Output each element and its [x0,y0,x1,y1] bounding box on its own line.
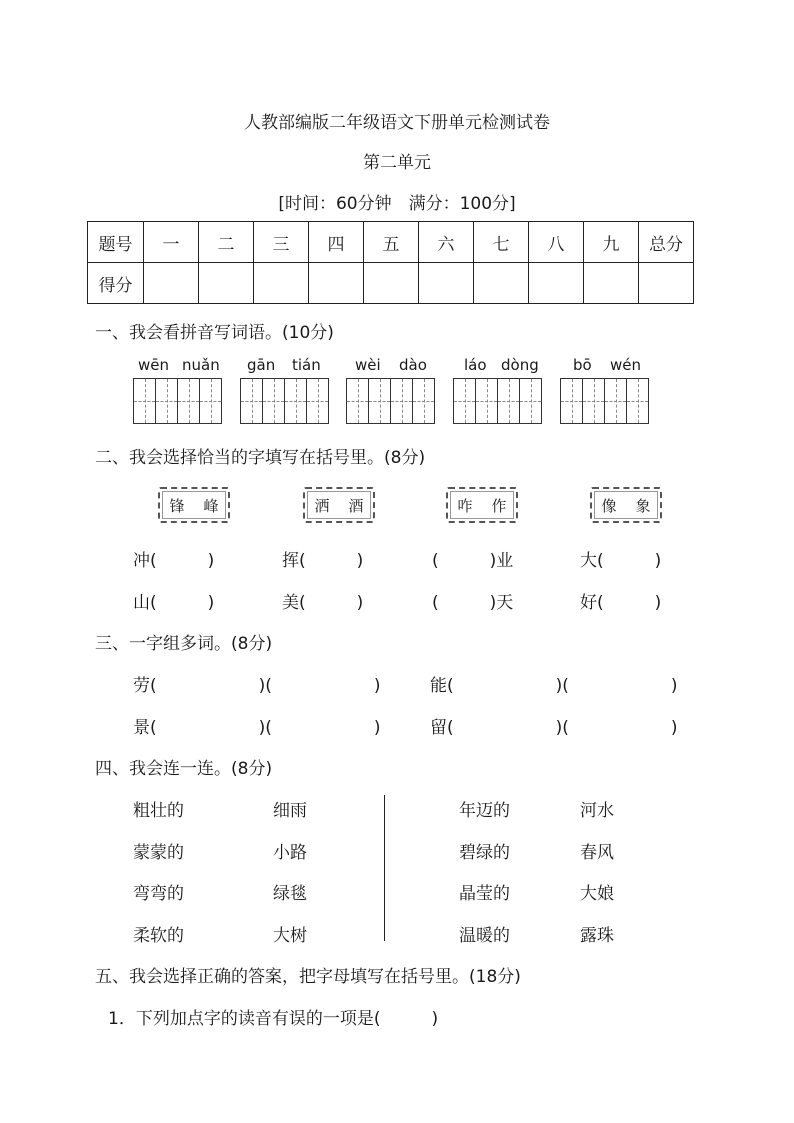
pinyin: wén [610,356,642,374]
word-group-blank[interactable]: 景( )( ) [133,718,381,738]
character-pair-box [446,487,518,523]
match-word[interactable]: 年迈的 [459,801,510,821]
unit-label: 第二单元 [363,153,431,173]
score-cell[interactable] [364,263,419,304]
pinyin: dòng [501,356,539,374]
table-cell: 一 [144,222,199,263]
table-cell: 三 [254,222,309,263]
char-option: 象 [635,496,651,515]
section-1-heading: 一、我会看拼音写词语。(10分) [95,323,334,343]
match-word[interactable]: 河水 [580,801,614,821]
match-word[interactable]: 粗壮的 [133,801,184,821]
column-divider [384,795,385,941]
match-word[interactable]: 碧绿的 [459,843,510,863]
match-word[interactable]: 春风 [580,843,614,863]
section-4-heading: 四、我会连一连。(8分) [95,759,273,779]
table-cell: 四 [309,222,364,263]
char-option: 洒 [314,496,330,515]
section-2-heading: 二、我会选择恰当的字填写在括号里。(8分) [95,448,426,468]
fill-blank[interactable]: 挥( ) [282,551,364,571]
pinyin: tián [292,356,321,374]
table-cell: 得分 [88,263,144,304]
match-word[interactable]: 大树 [273,926,307,946]
fill-blank[interactable]: 冲( ) [133,551,215,571]
table-cell: 五 [364,222,419,263]
score-cell[interactable] [474,263,529,304]
fill-blank[interactable]: ( )天 [432,593,514,613]
char-option: 作 [491,496,507,515]
character-pair-box [158,487,230,523]
match-word[interactable]: 绿毯 [273,884,307,904]
question-1[interactable]: 1．下列加点字的读音有误的一项是( ) [108,1009,439,1029]
word-group-blank[interactable]: 劳( )( ) [133,676,381,696]
section-3-heading: 三、一字组多词。(8分) [95,634,273,654]
table-cell: 八 [529,222,584,263]
match-word[interactable]: 晶莹的 [459,884,510,904]
fill-blank[interactable]: ( )业 [432,551,514,571]
table-row [88,263,694,304]
char-option: 峰 [203,496,219,515]
pinyin: nuǎn [182,356,220,374]
match-word[interactable]: 柔软的 [133,926,184,946]
pinyin: bō [573,356,592,374]
word-group-blank[interactable]: 能( )( ) [430,676,678,696]
pinyin: wēn [138,356,170,374]
pinyin: gān [247,356,276,374]
table-cell: 总分 [639,222,694,263]
score-cell[interactable] [254,263,309,304]
match-word[interactable]: 温暖的 [459,926,510,946]
fill-blank[interactable]: 美( ) [282,593,364,613]
writing-grid[interactable] [346,378,435,424]
match-word[interactable]: 细雨 [273,801,307,821]
fill-blank[interactable]: 好( ) [580,593,662,613]
char-option: 像 [601,496,617,515]
pinyin: dào [399,356,427,374]
section-5-heading: 五、我会选择正确的答案，把字母填写在括号里。(18分) [95,967,521,987]
table-row [88,222,694,263]
table-cell: 九 [584,222,639,263]
match-word[interactable]: 弯弯的 [133,884,184,904]
score-cell[interactable] [419,263,474,304]
table-cell: 六 [419,222,474,263]
page-title: 人教部编版二年级语文下册单元检测试卷 [244,113,550,133]
exam-info: [时间：60分钟 满分：100分] [278,194,516,214]
writing-grid[interactable] [560,378,649,424]
char-option: 咋 [457,496,473,515]
writing-grid[interactable] [133,378,222,424]
character-pair-box [590,487,662,523]
table-cell: 题号 [88,222,144,263]
writing-grid[interactable] [453,378,542,424]
table-cell: 二 [199,222,254,263]
match-word[interactable]: 蒙蒙的 [133,843,184,863]
fill-blank[interactable]: 山( ) [133,593,215,613]
score-cell[interactable] [529,263,584,304]
score-table [87,221,694,304]
score-cell[interactable] [144,263,199,304]
score-cell[interactable] [309,263,364,304]
match-word[interactable]: 大娘 [580,884,614,904]
char-option: 锋 [169,496,185,515]
score-cell[interactable] [639,263,694,304]
fill-blank[interactable]: 大( ) [580,551,662,571]
table-cell: 七 [474,222,529,263]
score-cell[interactable] [584,263,639,304]
word-group-blank[interactable]: 留( )( ) [430,718,678,738]
pinyin: wèi [355,356,381,374]
match-word[interactable]: 露珠 [580,926,614,946]
score-cell[interactable] [199,263,254,304]
writing-grid[interactable] [240,378,329,424]
character-pair-box [303,487,375,523]
char-option: 酒 [348,496,364,515]
pinyin: láo [464,356,487,374]
match-word[interactable]: 小路 [273,843,307,863]
